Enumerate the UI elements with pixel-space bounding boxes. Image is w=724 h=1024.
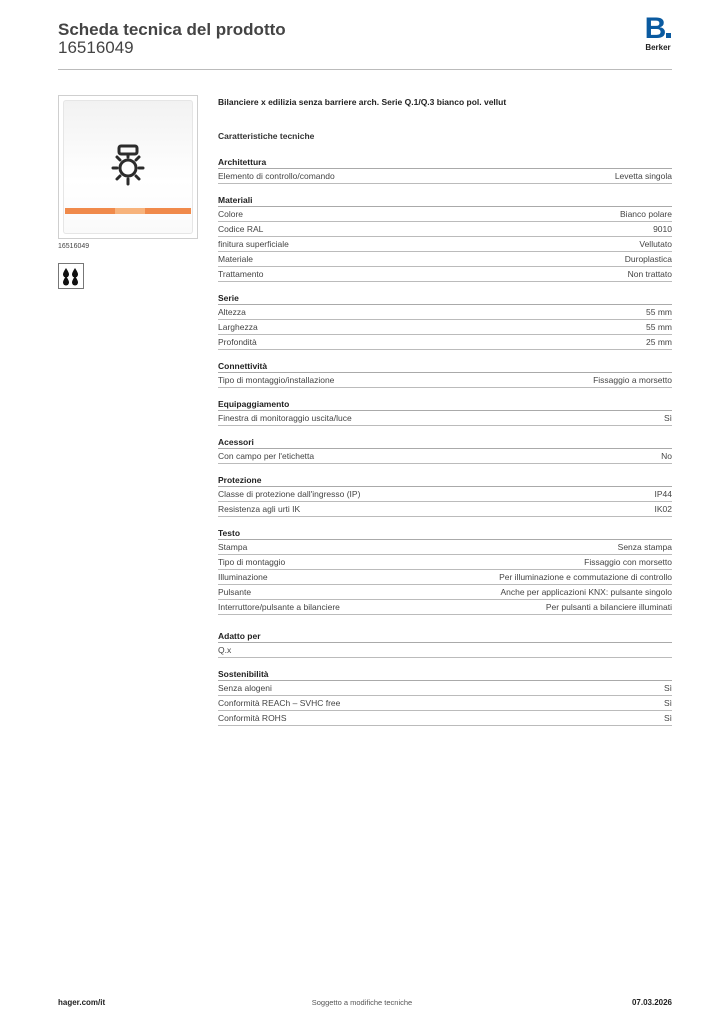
- spec-table: [218, 156, 672, 736]
- spec-label: Illuminazione: [218, 572, 268, 582]
- product-code: 16516049: [58, 38, 134, 57]
- spec-value: Senza stampa: [617, 542, 672, 552]
- berker-logo: [638, 12, 678, 52]
- spec-label: Pulsante: [218, 587, 252, 597]
- spec-value: Per illuminazione e commutazione di controllo: [499, 572, 672, 582]
- spec-label: Conformità ROHS: [218, 713, 287, 723]
- spec-row: [218, 267, 672, 282]
- section-heading: Acessori: [218, 436, 672, 449]
- spec-label: Resistenza agli urti IK: [218, 504, 301, 514]
- footer-note: Soggetto a modifiche tecniche: [311, 998, 413, 1007]
- spec-value: Sì: [663, 413, 672, 423]
- spec-value: 55 mm: [646, 322, 672, 332]
- spec-value: Vellutato: [639, 239, 672, 249]
- footer-website[interactable]: hager.com/it: [58, 998, 106, 1007]
- spec-value: No: [661, 451, 672, 461]
- spec-label: Stampa: [218, 542, 248, 552]
- spec-row: [218, 540, 672, 555]
- spec-row: [218, 222, 672, 237]
- spec-row: [218, 502, 672, 517]
- spec-row: [218, 570, 672, 585]
- spec-row: [218, 207, 672, 222]
- spec-section: [218, 527, 672, 615]
- spec-label: Finestra di monitoraggio uscita/luce: [218, 413, 352, 423]
- spec-section: [218, 360, 672, 388]
- spec-value: Per pulsanti a bilanciere illuminati: [545, 602, 672, 612]
- product-image: [58, 95, 198, 239]
- spec-label: Altezza: [218, 307, 246, 317]
- spec-label: Elemento di controllo/comando: [218, 171, 335, 181]
- spec-label: Senza alogeni: [218, 683, 272, 693]
- header-divider: [58, 69, 672, 70]
- section-heading: Protezione: [218, 474, 672, 487]
- spec-row: [218, 487, 672, 502]
- image-caption: 16516049: [58, 243, 90, 250]
- spec-row: [218, 555, 672, 570]
- logo-text: Berker: [645, 43, 671, 52]
- spec-section: [218, 668, 672, 726]
- spec-label: Conformità REACh – SVHC free: [218, 698, 341, 708]
- spec-value: Levetta singola: [614, 171, 672, 181]
- product-title: Bilanciere x edilizia senza barriere arch. Serie Q.1/Q.3 bianco pol. vellut: [218, 97, 507, 107]
- spec-value: Anche per applicazioni KNX: pulsante singolo: [500, 587, 672, 597]
- spec-section: [218, 474, 672, 517]
- spec-value: 9010: [653, 224, 672, 234]
- section-heading: Equipaggiamento: [218, 398, 672, 411]
- spec-value: 25 mm: [646, 337, 672, 347]
- spec-value: Sì: [663, 713, 672, 723]
- spec-row: [218, 600, 672, 615]
- spec-row: [218, 643, 672, 658]
- spec-label: Materiale: [218, 254, 253, 264]
- spec-label: Tipo di montaggio/installazione: [218, 375, 335, 385]
- spec-label: Interruttore/pulsante a bilanciere: [218, 602, 340, 612]
- spec-row: [218, 320, 672, 335]
- spec-label: Tipo di montaggio: [218, 557, 286, 567]
- spec-value: Non trattato: [627, 269, 672, 279]
- spec-label: Larghezza: [218, 322, 258, 332]
- spec-value: 55 mm: [646, 307, 672, 317]
- spec-value: IP44: [654, 489, 672, 499]
- spec-label: Codice RAL: [218, 224, 264, 234]
- footer-date: 07.03.2026: [631, 998, 672, 1007]
- spec-value: Fissaggio con morsetto: [584, 557, 672, 567]
- section-heading: Materiali: [218, 194, 672, 207]
- spec-row: [218, 252, 672, 267]
- spec-row: [218, 585, 672, 600]
- spec-value: Sì: [663, 683, 672, 693]
- spec-row: [218, 335, 672, 350]
- spec-label: Classe di protezione dall'ingresso (IP): [218, 489, 361, 499]
- section-heading: Architettura: [218, 156, 672, 169]
- spec-section: [218, 398, 672, 426]
- spec-section: [218, 292, 672, 350]
- spec-row: [218, 449, 672, 464]
- spec-section: [218, 156, 672, 184]
- spec-label: Profondità: [218, 337, 257, 347]
- spec-label: Trattamento: [218, 269, 264, 279]
- section-heading: Serie: [218, 292, 672, 305]
- spec-value: IK02: [654, 504, 672, 514]
- logo-letter: B: [644, 12, 666, 45]
- spec-section: [218, 436, 672, 464]
- spec-subtitle: Caratteristiche tecniche: [218, 131, 315, 141]
- spec-value: Sì: [663, 698, 672, 708]
- spec-section: [218, 630, 672, 658]
- water-drops-icon: [58, 263, 84, 289]
- spec-row: [218, 305, 672, 320]
- spec-row: [218, 373, 672, 388]
- page-title: Scheda tecnica del prodotto: [58, 20, 286, 39]
- spec-row: [218, 681, 672, 696]
- spec-section: [218, 194, 672, 282]
- section-heading: Testo: [218, 527, 672, 540]
- spec-value: Fissaggio a morsetto: [593, 375, 672, 385]
- spec-row: [218, 696, 672, 711]
- spec-row: [218, 169, 672, 184]
- spec-row: [218, 711, 672, 726]
- spec-label: Q.x: [218, 645, 232, 655]
- section-heading: Connettività: [218, 360, 672, 373]
- section-heading: Adatto per: [218, 630, 672, 643]
- label-stripe: [65, 208, 191, 214]
- spec-row: [218, 237, 672, 252]
- spec-label: Con campo per l'etichetta: [218, 451, 315, 461]
- spec-row: [218, 411, 672, 426]
- section-heading: Sostenibilità: [218, 668, 672, 681]
- light-symbol-icon: [103, 142, 153, 188]
- spec-value: Duroplastica: [624, 254, 672, 264]
- spec-label: Colore: [218, 209, 244, 219]
- spec-label: finitura superficiale: [218, 239, 289, 249]
- spec-value: Bianco polare: [620, 209, 672, 219]
